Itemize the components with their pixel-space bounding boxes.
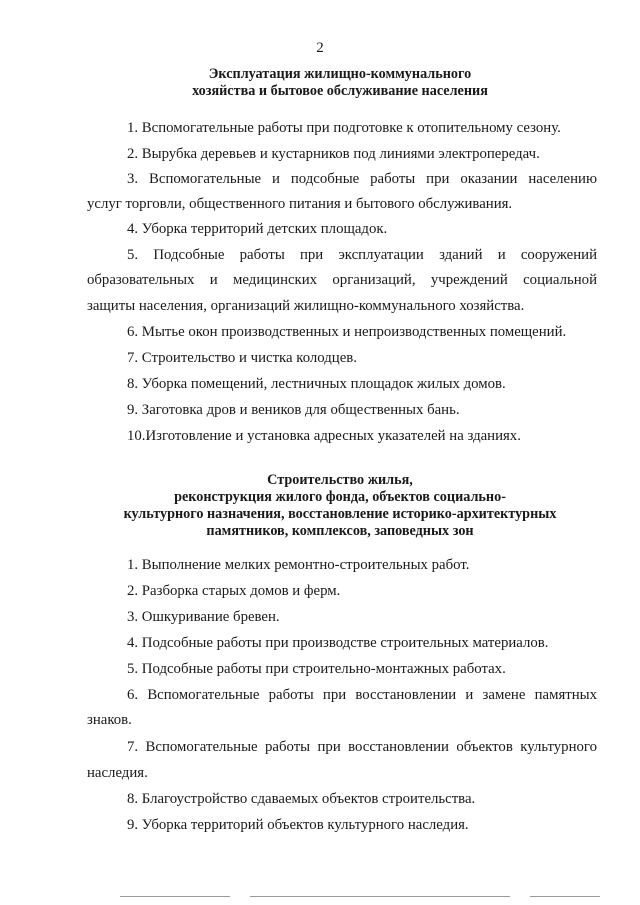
list-item-continuation: защиты населения, организаций жилищно-коммунального хозяйства.	[87, 298, 525, 314]
list-item: 1. Выполнение мелких ремонтно-строительных работ.	[127, 557, 470, 573]
list-item: 8. Благоустройство сдаваемых объектов строительства.	[127, 791, 476, 807]
scan-artifact-line	[530, 896, 600, 897]
list-item: 8. Уборка помещений, лестничных площадок жилых домов.	[127, 376, 506, 392]
list-item: 9. Заготовка дров и веников для общественных бань.	[127, 402, 460, 418]
list-item: 10.Изготовление и установка адресных указателей на зданиях.	[127, 428, 521, 444]
section-2-title-line: культурного назначения, восстановление историко-архитектурных	[123, 506, 557, 522]
scan-artifact-line	[120, 896, 230, 897]
list-item: 4. Уборка территорий детских площадок.	[127, 221, 388, 237]
section-1-title-line: Эксплуатация жилищно-коммунального	[208, 66, 472, 82]
list-item: 1. Вспомогательные работы при подготовке к отопительному сезону.	[127, 120, 561, 136]
list-item: 9. Уборка территорий объектов культурного наследия.	[127, 817, 469, 833]
section-1-title-line: хозяйства и бытовое обслуживание населения	[192, 83, 488, 99]
list-item-continuation: образовательных и медицинских организаций, учреждений социальной	[87, 272, 597, 288]
list-item-continuation: наследия.	[87, 765, 148, 781]
list-item: 7. Строительство и чистка колодцев.	[127, 350, 357, 366]
section-2-title	[40, 472, 640, 540]
list-item: 4. Подсобные работы при производстве строительных материалов.	[127, 635, 549, 651]
list-item: 5. Подсобные работы при эксплуатации зданий и сооружений	[127, 247, 597, 263]
list-item: 7. Вспомогательные работы при восстановлении объектов культурного	[127, 739, 597, 755]
list-item: 5. Подсобные работы при строительно-монтажных работах.	[127, 661, 506, 677]
section-1-title	[60, 66, 620, 100]
list-item: 3. Ошкуривание бревен.	[127, 609, 280, 625]
scan-artifact-line	[250, 896, 510, 897]
section-2-title-line: реконструкция жилого фонда, объектов социально-	[174, 489, 506, 505]
list-item: 6. Вспомогательные работы при восстановлении и замене памятных	[127, 687, 597, 703]
list-item-continuation: знаков.	[87, 712, 132, 728]
list-item: 2. Разборка старых домов и ферм.	[127, 583, 341, 599]
list-item: 6. Мытье окон производственных и непроизводственных помещений.	[127, 324, 567, 340]
section-2-title-line: Строительство жилья,	[267, 472, 413, 488]
page-number: 2	[316, 40, 324, 56]
list-item-continuation: услуг торговли, общественного питания и бытового обслуживания.	[87, 196, 513, 212]
list-item: 3. Вспомогательные и подсобные работы при оказании населению	[127, 171, 597, 187]
section-2-title-line: памятников, комплексов, заповедных зон	[206, 523, 474, 539]
list-item: 2. Вырубка деревьев и кустарников под линиями электропередач.	[127, 146, 540, 162]
